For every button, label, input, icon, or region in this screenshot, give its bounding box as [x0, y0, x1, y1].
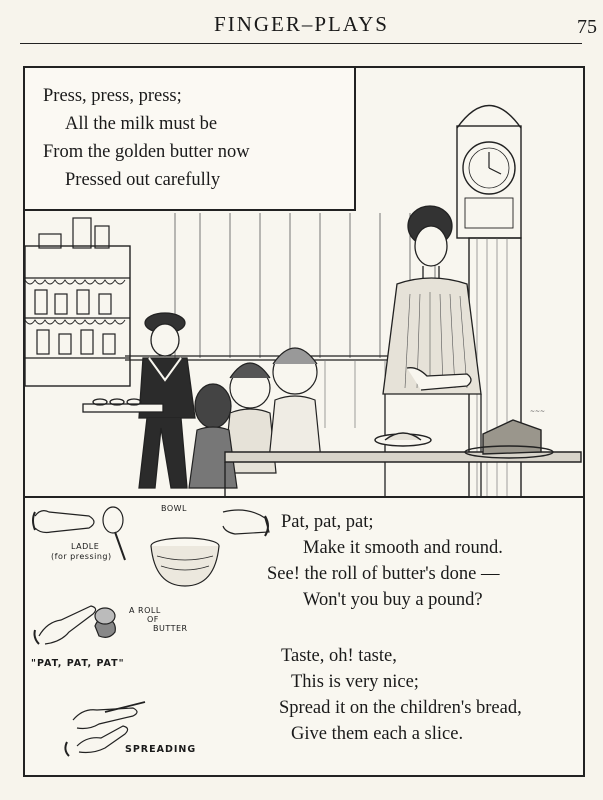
verse1-line-1: Press, press, press; — [43, 86, 182, 106]
label-roll-of: OF — [147, 615, 159, 624]
verse3-line-3: Spread it on the children's bread, — [279, 698, 522, 718]
verse2-line-1: Pat, pat, pat; — [281, 512, 374, 532]
verse2-line-2: Make it smooth and round. — [303, 538, 503, 558]
page-header — [0, 0, 603, 50]
gesture-panel — [25, 496, 583, 777]
header-rule — [20, 43, 582, 44]
butter-roll-drawing — [95, 608, 115, 624]
label-bowl: BOWL — [161, 504, 188, 513]
verse3-line-1: Taste, oh! taste, — [281, 646, 397, 666]
shelves-drawing — [25, 218, 130, 386]
verse1-line-2: All the milk must be — [65, 114, 218, 134]
verse-box-press — [25, 68, 356, 211]
verse1-line-4: Pressed out carefully — [65, 170, 221, 190]
bowl-drawing — [151, 510, 269, 586]
page-number: 75 — [577, 16, 597, 38]
label-roll: A ROLL — [129, 606, 161, 615]
label-ladle: LADLE — [71, 542, 100, 551]
verse3-line-4: Give them each a slice. — [291, 724, 464, 744]
illustrator-signature: ~~~ — [530, 408, 546, 415]
running-title: FINGER–PLAYS — [214, 12, 389, 36]
pressing-hand-drawing — [33, 511, 94, 533]
label-spreading: SPREADING — [125, 744, 197, 755]
boy-figure — [83, 313, 195, 488]
verse1-line-3: From the golden butter now — [43, 142, 250, 162]
gesture-drawings — [25, 498, 275, 777]
label-roll-butter: BUTTER — [153, 624, 188, 633]
verse2-line-3: See! the roll of butter's done — — [267, 564, 500, 584]
children-figures — [189, 348, 321, 488]
label-ladle-note: (for pressing) — [51, 552, 112, 561]
illustration-plate — [23, 66, 585, 777]
verse3-line-2: This is very nice; — [291, 672, 419, 692]
label-pat: "PAT, PAT, PAT" — [31, 658, 125, 669]
verse2-line-4: Won't you buy a pound? — [303, 590, 483, 610]
